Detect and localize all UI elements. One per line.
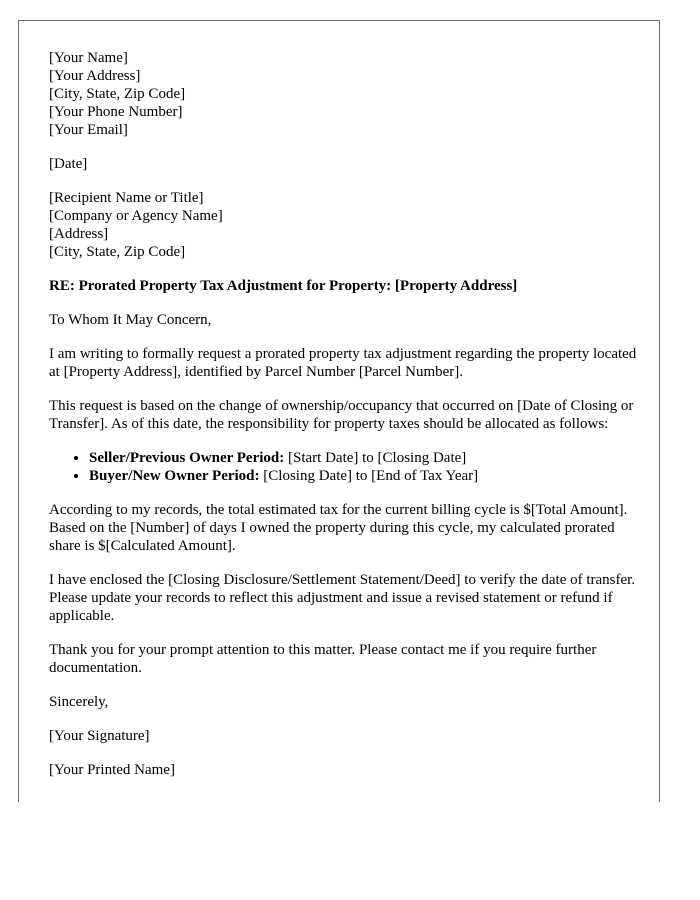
recipient-block bbox=[49, 189, 639, 261]
recipient-company: [Company or Agency Name] bbox=[49, 208, 223, 224]
paragraph-enclosure: I have enclosed the [Closing Disclosure/Settlement Statement/Deed] to verify the date of transfer. Please update your records to reflect this adjustment and issue a revised statement or refund if applicable. bbox=[49, 572, 636, 624]
recipient-address: [Address] bbox=[49, 226, 109, 242]
allocation-label: Buyer/New Owner Period: bbox=[89, 468, 260, 484]
allocation-period: [Start Date] to [Closing Date] bbox=[284, 450, 467, 466]
recipient-name: [Recipient Name or Title] bbox=[49, 190, 204, 206]
paragraph-thanks: Thank you for your prompt attention to this matter. Please contact me if you require further documentation. bbox=[49, 642, 597, 676]
salutation: To Whom It May Concern, bbox=[49, 312, 212, 328]
list-item bbox=[89, 467, 639, 485]
sender-address: [Your Address] bbox=[49, 68, 141, 84]
list-item bbox=[89, 449, 639, 467]
paragraph-calculation: According to my records, the total estimated tax for the current billing cycle is $[Total Amount]. Based on the [Number] of days I owned the property during this cycle, my calculated prorated share is $[Calculated Amount]. bbox=[49, 502, 628, 554]
sender-email: [Your Email] bbox=[49, 122, 128, 138]
letter-page bbox=[18, 20, 660, 802]
letter-date: [Date] bbox=[49, 156, 88, 172]
subject-line: RE: Prorated Property Tax Adjustment for Property: [Property Address] bbox=[49, 278, 518, 294]
date-block bbox=[49, 155, 639, 173]
letter-body bbox=[49, 49, 639, 795]
allocation-period: [Closing Date] to [End of Tax Year] bbox=[259, 468, 479, 484]
signature-placeholder: [Your Signature] bbox=[49, 728, 150, 744]
paragraph-basis: This request is based on the change of ownership/occupancy that occurred on [Date of Closing or Transfer]. As of this date, the responsibility for property taxes should be allocated as follows: bbox=[49, 398, 634, 432]
printed-name-placeholder: [Your Printed Name] bbox=[49, 762, 175, 778]
sender-phone: [Your Phone Number] bbox=[49, 104, 183, 120]
sender-block bbox=[49, 49, 639, 139]
allocation-list bbox=[49, 449, 639, 485]
sign-off: Sincerely, bbox=[49, 694, 109, 710]
recipient-city-state-zip: [City, State, Zip Code] bbox=[49, 244, 186, 260]
sender-city-state-zip: [City, State, Zip Code] bbox=[49, 86, 186, 102]
paragraph-request: I am writing to formally request a prorated property tax adjustment regarding the property located at [Property Address], identified by Parcel Number [Parcel Number]. bbox=[49, 346, 637, 380]
allocation-label: Seller/Previous Owner Period: bbox=[89, 450, 285, 466]
sender-name: [Your Name] bbox=[49, 50, 128, 66]
